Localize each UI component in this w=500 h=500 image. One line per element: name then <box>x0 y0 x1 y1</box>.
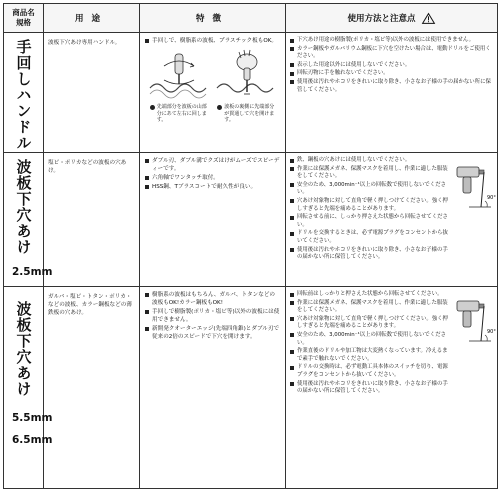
instruction-item: 作業には保護メガネ、保護マスクを着用し、作業に適した服装をしてください。 <box>290 166 451 181</box>
warning-triangle-icon <box>422 13 435 24</box>
header-use-label: 用途 <box>74 14 108 24</box>
instructions-cell <box>286 153 498 287</box>
instructions-list <box>290 157 451 262</box>
use-text: ガルバ・塩ビ・トタン・ポリカ・などの波板、カラー鋼板などの薄鉄板の穴あけ。 <box>48 294 132 316</box>
illustration-panel-front <box>150 48 208 124</box>
feature-cell <box>140 33 286 153</box>
header-feature <box>140 4 286 33</box>
instruction-item: 下穴あけ用途の樹脂製(ポリカ・塩ビ等)以外の波板には使用できません。 <box>290 37 493 45</box>
instruction-item: 使用後は汚れやホコリをきれいに取り除き、小さなお子様の手の届かない所に保管してください。 <box>290 247 451 262</box>
use-cell <box>44 287 140 489</box>
drill-angle-illustration <box>451 157 496 263</box>
usage-illustrations <box>145 48 280 124</box>
instruction-item: 鉄、鋼板の穴あけには使用しないでください。 <box>290 157 451 165</box>
header-use <box>44 4 140 33</box>
product-spec-sheet <box>3 3 497 497</box>
instruction-item: ドリルの交換時は、必ず電動工具本体のスイッチを切り、電源プラグをコンセントから抜いてください。 <box>290 364 451 379</box>
angle-label: 90° <box>487 195 496 201</box>
product-size: 5.5mm <box>12 412 53 424</box>
feature-list <box>145 37 280 45</box>
illustration-caption: 先端部分を波板の山部分にあて左右に回します。 <box>150 104 208 124</box>
instruction-item: 穴あけ対象物に対して直角で軽く押しつけてください。強く押しすぎると先端を痛めることがあります。 <box>290 316 451 331</box>
use-cell <box>44 153 140 287</box>
feature-list <box>145 291 280 341</box>
product-row-drill-2-5mm <box>4 153 498 287</box>
product-name-cell <box>4 287 53 489</box>
instruction-item: 回転させる前に、しっかり押さえた状態から回転させてください。 <box>290 214 451 229</box>
angle-label: 90° <box>487 329 496 335</box>
instruction-item: ドリルを交換するときは、必ず電源プラグをコンセントから抜いてください。 <box>290 230 451 245</box>
header-feature-label: 特徴 <box>195 14 229 24</box>
instruction-item: 使用後は汚れやホコリをきれいに取り除き、小さなお子様の手の届かない所に保管してください。 <box>290 381 451 396</box>
use-text: 波板下穴あけ専用ハンドル。 <box>48 40 121 46</box>
product-size: 6.5mm <box>12 434 53 446</box>
feature-item: HSS鋼、Tブラスコートで耐久性が良い。 <box>145 183 280 191</box>
feature-item: 新開発クオーターエッジ(先端四角錐)とダブル刃で従来の2倍のスピードで下穴を開けます。 <box>145 325 280 341</box>
feature-cell <box>140 287 286 489</box>
instructions-layout <box>290 291 496 397</box>
feature-cell <box>140 153 286 287</box>
product-name: 波板下穴あけ <box>14 159 33 255</box>
power-drill-icon <box>451 157 496 213</box>
instruction-item: 穴あけ対象物に対して直角で軽く押しつけてください。強く押しすぎると先端を痛めることがあります。 <box>290 198 451 213</box>
instruction-item: 回転刃物に手を触れないでください。 <box>290 70 493 78</box>
feature-item: 樹脂系の波板はもちろん、ガルバ、トタンなどの波板もOK!カラー鋼板もOK! <box>145 291 280 307</box>
header-instructions-label: 使用方法と注意点 <box>347 14 416 24</box>
feature-item: 手回しで、樹脂系の波板、プラスチック板もOK。 <box>145 37 280 45</box>
drill-angle-illustration <box>451 291 496 397</box>
illustration-panel-back <box>217 48 275 124</box>
handle-on-corrugated-sheet-illustration <box>150 48 208 102</box>
header-name <box>4 4 44 33</box>
instructions-text <box>290 291 451 397</box>
product-name: 波板下穴あけ <box>14 301 33 397</box>
feature-list <box>145 157 280 191</box>
instructions-list <box>290 37 493 94</box>
product-name: 手回しハンドル <box>14 39 33 151</box>
use-cell <box>44 33 140 153</box>
instructions-cell <box>286 287 498 489</box>
feature-item: 六角軸でワンタッチ取付。 <box>145 174 280 182</box>
instruction-item: 表示した用途以外には使用しないでください。 <box>290 62 493 70</box>
instruction-item: 使用後は汚れやホコリをきれいに取り除き、小さなお子様の手の届かない所に保管してください。 <box>290 79 493 94</box>
instructions-layout <box>290 157 496 263</box>
instruction-item: 作業直後のドリルや加工物は大変熱くなっています。冷えるまで素手で触れないでください。 <box>290 348 451 363</box>
header-instructions <box>286 4 498 33</box>
instructions-text <box>290 157 451 263</box>
header-name-line1: 商品名 <box>12 8 35 17</box>
instructions-cell <box>286 33 498 153</box>
power-drill-icon <box>451 291 496 347</box>
product-size: 2.5mm <box>12 266 53 278</box>
product-name-cell <box>4 153 53 287</box>
instruction-item: 作業には保護メガネ、保護マスクを着用し、作業に適した服装をしてください。 <box>290 300 451 315</box>
instruction-item: 安全のため、3,000min⁻¹以上の回転数で使用しないでください。 <box>290 332 451 347</box>
header-row <box>4 4 498 33</box>
product-row-hand-handle <box>4 33 498 153</box>
hand-drilling-sheet-illustration <box>217 48 275 102</box>
use-text: 塩ビ・ポリカなどの波板の穴あけ。 <box>48 160 127 174</box>
instruction-item: カラー鋼板やガルバリウム鋼板に下穴を空けたい場合は、電動ドリルをご使用ください。 <box>290 46 493 61</box>
header-name-line2: 規格 <box>16 18 31 27</box>
feature-item: 手回しで樹脂製(ポリカ・塩ビ等)以外の波板には使用できません。 <box>145 308 280 324</box>
instruction-item: 安全のため、3,000min⁻¹以上の回転数で使用しないでください。 <box>290 182 451 197</box>
spec-table <box>3 3 498 489</box>
instructions-list <box>290 291 451 396</box>
product-name-cell <box>4 33 44 153</box>
feature-item: ダブル刃、ダブル溝でクズはけがムーズでスピーディーです。 <box>145 157 280 173</box>
product-row-drill-5-5-6-5mm <box>4 287 498 489</box>
instruction-item: 回転前はしっかりと押さえた状態から回転させてください。 <box>290 291 451 299</box>
illustration-caption: 波板の裏側に先端部分が貫通して穴を開けます。 <box>217 104 275 124</box>
